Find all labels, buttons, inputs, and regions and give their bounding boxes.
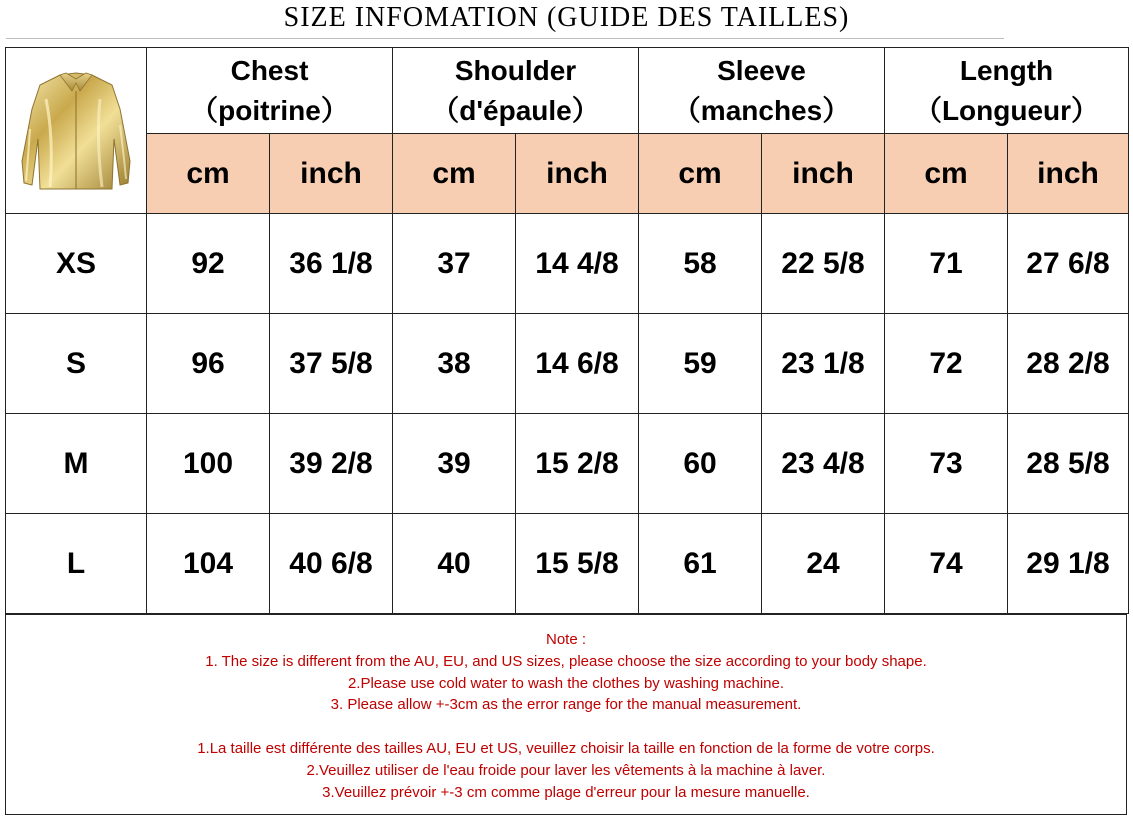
table-cell: 28 5/8 (1008, 414, 1129, 514)
title-divider (6, 38, 1004, 39)
gold-shirt-icon (16, 69, 136, 193)
note-line-en: 2.Please use cold water to wash the clothes by washing machine. (347, 674, 785, 692)
table-cell: 60 (639, 414, 762, 514)
unit-header: inch (1008, 134, 1129, 214)
unit-header: cm (885, 134, 1008, 214)
table-cell: 14 4/8 (516, 214, 639, 314)
table-cell: 29 1/8 (1008, 514, 1129, 614)
size-chart (5, 47, 1129, 614)
note-line-en: 3. Please allow +-3cm as the error range for the manual measurement. (330, 696, 802, 714)
table-cell: 58 (639, 214, 762, 314)
table-cell: 74 (885, 514, 1008, 614)
product-image-cell (6, 48, 147, 214)
unit-header: cm (147, 134, 270, 214)
table-row (6, 314, 1129, 414)
table-cell: 73 (885, 414, 1008, 514)
group-header-shoulder: Shoulder （d'épaule） (393, 48, 639, 134)
table-cell: 24 (762, 514, 885, 614)
unit-header: inch (762, 134, 885, 214)
table-cell: 27 6/8 (1008, 214, 1129, 314)
page-title: SIZE INFOMATION (GUIDE DES TAILLES) (283, 2, 850, 33)
size-label: XS (6, 214, 147, 314)
group-header-length: Length （Longueur） (885, 48, 1129, 134)
table-row (6, 514, 1129, 614)
table-cell: 28 2/8 (1008, 314, 1129, 414)
table-cell: 96 (147, 314, 270, 414)
table-cell: 15 5/8 (516, 514, 639, 614)
table-cell: 59 (639, 314, 762, 414)
table-cell: 38 (393, 314, 516, 414)
size-label: S (6, 314, 147, 414)
unit-header: cm (393, 134, 516, 214)
note-line-fr: 1.La taille est différente des tailles AU, EU et US, veuillez choisir la taille en fonction de la forme de votre corps. (197, 740, 935, 758)
table-cell: 40 6/8 (270, 514, 393, 614)
group-header-sleeve: Sleeve （manches） (639, 48, 885, 134)
note-line-fr: 2.Veuillez utiliser de l'eau froide pour laver les vêtements à la machine à laver. (306, 761, 826, 779)
table-cell: 104 (147, 514, 270, 614)
note-line-en: 1. The size is different from the AU, EU, and US sizes, please choose the size according to your body shape. (205, 652, 927, 670)
table-cell: 15 2/8 (516, 414, 639, 514)
table-cell: 40 (393, 514, 516, 614)
table-cell: 14 6/8 (516, 314, 639, 414)
size-table (5, 47, 1129, 614)
size-label: M (6, 414, 147, 514)
table-cell: 36 1/8 (270, 214, 393, 314)
note-heading: Note : (545, 631, 587, 648)
table-cell: 71 (885, 214, 1008, 314)
table-cell: 61 (639, 514, 762, 614)
table-cell: 72 (885, 314, 1008, 414)
group-header-chest: Chest （poitrine） (147, 48, 393, 134)
note-line-fr: 3.Veuillez prévoir +-3 cm comme plage d'erreur pour la mesure manuelle. (322, 783, 810, 801)
unit-header: cm (639, 134, 762, 214)
note-spacer (6, 716, 1126, 738)
table-cell: 37 (393, 214, 516, 314)
table-row (6, 214, 1129, 314)
table-cell: 23 4/8 (762, 414, 885, 514)
table-cell: 39 (393, 414, 516, 514)
notes-box (5, 614, 1127, 815)
table-cell: 22 5/8 (762, 214, 885, 314)
table-cell: 39 2/8 (270, 414, 393, 514)
table-row (6, 414, 1129, 514)
unit-header: inch (516, 134, 639, 214)
size-label: L (6, 514, 147, 614)
table-cell: 92 (147, 214, 270, 314)
unit-header: inch (270, 134, 393, 214)
table-cell: 100 (147, 414, 270, 514)
table-cell: 37 5/8 (270, 314, 393, 414)
table-cell: 23 1/8 (762, 314, 885, 414)
